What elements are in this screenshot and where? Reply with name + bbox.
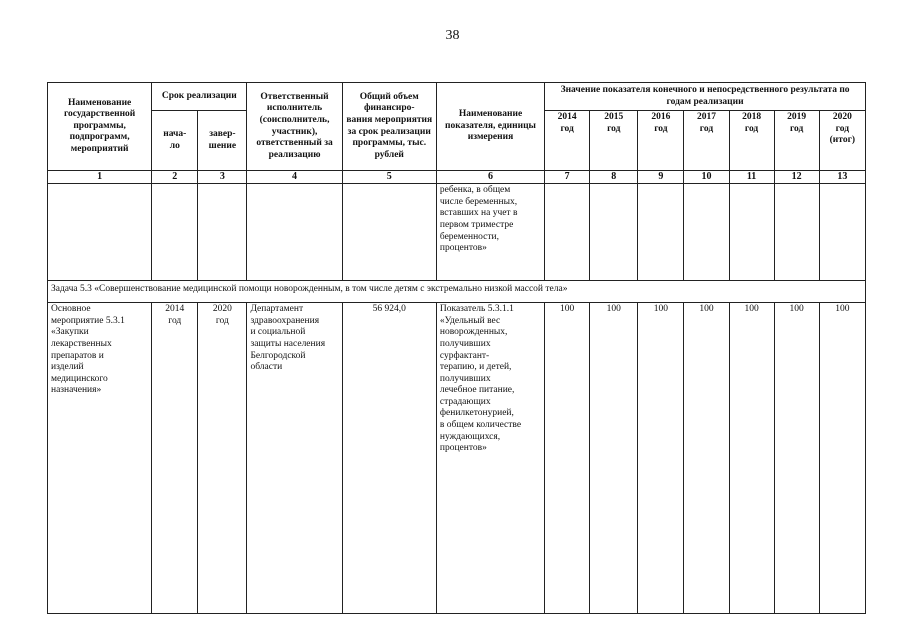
column-number: 5 [342,171,436,184]
activity-value: 100 [819,303,865,614]
header-funding: Общий объем финансиро- вания мероприятия за срок реализации программы, тыс. рублей [342,83,436,171]
task-row [48,281,866,303]
activity-row [48,303,866,614]
program-table [47,82,866,614]
header-term-start: нача- ло [152,111,198,171]
continuation-indicator-text: ребенка, в общем числе беременных, вставших на учет в первом триместре беременности, процентов» [436,184,544,281]
header-executor: Ответственный исполнитель (соисполнитель, участник), ответственный за реализацию [247,83,342,171]
header-year: 2019 год [774,111,819,171]
activity-value: 100 [684,303,729,614]
column-number: 1 [48,171,152,184]
column-number: 11 [729,171,774,184]
header-term-end: завер- шение [198,111,247,171]
header-values-title: Значение показателя конечного и непосредственного результата по годам реализации [545,83,866,111]
column-number: 8 [590,171,638,184]
activity-start: 2014 год [152,303,198,614]
header-program-name: Наименование государственной программы, подпрограмм, мероприятий [48,83,152,171]
column-number: 4 [247,171,342,184]
page-number: 38 [445,28,460,43]
activity-end: 2020 год [198,303,247,614]
column-number: 12 [774,171,819,184]
activity-funding: 56 924,0 [342,303,436,614]
column-number: 3 [198,171,247,184]
column-number: 6 [436,171,544,184]
header-year: 2015 год [590,111,638,171]
header-year: 2014 год [545,111,590,171]
activity-indicator: Показатель 5.3.1.1 «Удельный вес новорожденных, получивших сурфактант- терапию, и детей, получивших лечебное питание, страдающих фенилкетонурией, в общем количестве нуждающихся, процентов» [436,303,544,614]
column-number: 10 [684,171,729,184]
activity-value: 100 [590,303,638,614]
header-year: 2018 год [729,111,774,171]
activity-executor: Департамент здравоохранения и социальной защиты населения Белгородской области [247,303,342,614]
header-term: Срок реализации [152,83,247,111]
column-number: 9 [638,171,684,184]
activity-value: 100 [545,303,590,614]
activity-value: 100 [729,303,774,614]
column-number: 13 [819,171,865,184]
continuation-row [48,184,866,281]
activity-value: 100 [638,303,684,614]
header-year: 2017 год [684,111,729,171]
header-year: 2016 год [638,111,684,171]
column-number: 2 [152,171,198,184]
task-title: Задача 5.3 «Совершенствование медицинской помощи новорожденным, в том числе детям с экстремально низкой массой тела» [48,281,866,303]
header-indicator: Наименование показателя, единицы измерения [436,83,544,171]
activity-name: Основное мероприятие 5.3.1 «Закупки лекарственных препаратов и изделий медицинского назначения» [48,303,152,614]
activity-value: 100 [774,303,819,614]
column-number: 7 [545,171,590,184]
header-year: 2020 год (итог) [819,111,865,171]
